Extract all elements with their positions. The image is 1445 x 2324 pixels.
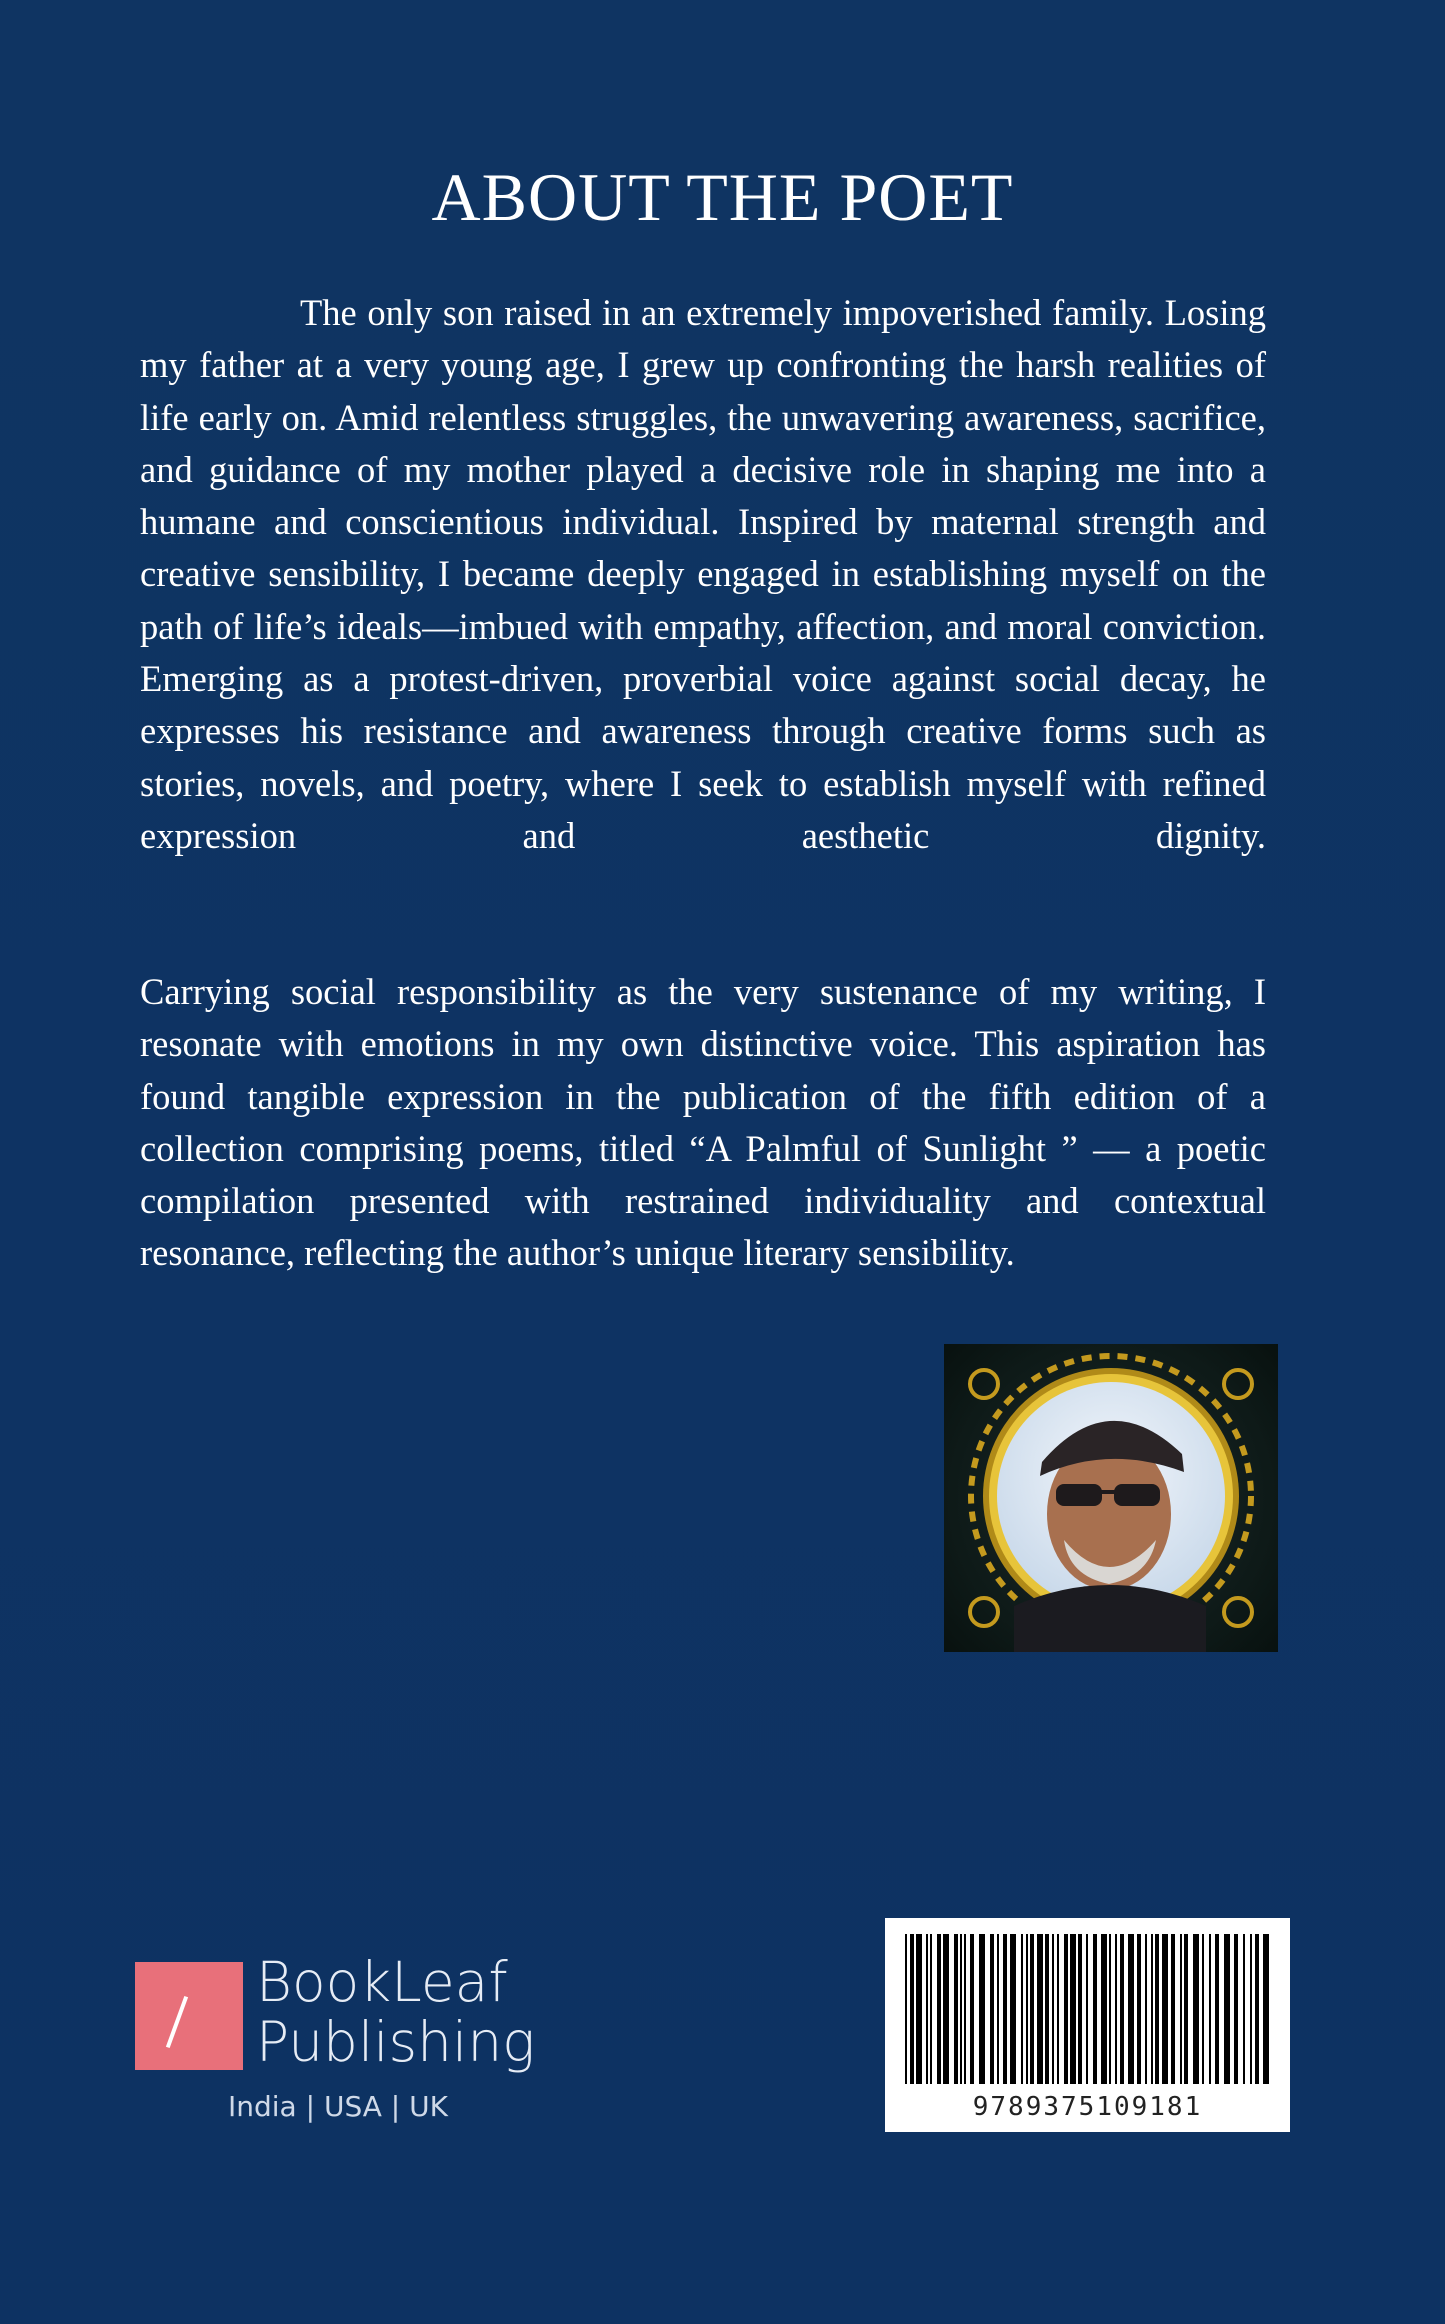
barcode-bar — [1184, 1934, 1188, 2084]
publisher-name — [256, 1952, 535, 2072]
barcode-bar — [943, 1934, 949, 2084]
barcode-bar — [1115, 1934, 1117, 2084]
barcode-bar — [1255, 1934, 1259, 2084]
barcode-bar — [1243, 1934, 1245, 2084]
isbn-barcode — [885, 1918, 1290, 2132]
barcode-bar — [1109, 1934, 1111, 2084]
barcode-bar — [1128, 1934, 1134, 2084]
barcode-bar — [1045, 1934, 1049, 2084]
barcode-bar — [1234, 1934, 1238, 2084]
barcode-bar — [960, 1934, 962, 2084]
barcode-bar — [1215, 1934, 1219, 2084]
isbn-number: 9789375109181 — [972, 2092, 1203, 2122]
barcode-bar — [1010, 1934, 1016, 2084]
barcode-bar — [964, 1934, 966, 2084]
barcode-bar — [1151, 1934, 1153, 2084]
barcode-bar — [997, 1934, 999, 2084]
barcode-bar — [1209, 1934, 1211, 2084]
poet-bio-paragraph-2: Carrying social responsibility as the very sustenance of my writing, I resonate with emotions in my own distinctive voice. This aspiration has found tangible expression in the publication of the fifth edition of a collection comprising poems, titled “A Palmful of Sunlight ” — a poetic compilation presented with restrained individuality and contextual resonance, reflecting the author’s unique literary sensibility. — [140, 971, 1266, 1274]
barcode-bar — [1250, 1934, 1252, 2084]
barcode-bar — [1137, 1934, 1141, 2084]
barcode-bar — [1120, 1934, 1124, 2084]
publisher-name-line2: Publishing — [256, 2010, 536, 2074]
barcode-bar — [1145, 1934, 1147, 2084]
barcode-bar — [916, 1934, 922, 2084]
barcode-bar — [1037, 1934, 1043, 2084]
barcode-bar — [1086, 1934, 1088, 2084]
publisher-regions: India | USA | UK — [228, 2090, 448, 2123]
barcode-bar — [1070, 1934, 1076, 2084]
barcode-bar — [1171, 1934, 1175, 2084]
barcode-bar — [1052, 1934, 1054, 2084]
barcode-bar — [905, 1934, 907, 2084]
barcode-bar — [1202, 1934, 1204, 2084]
barcode-bar — [1193, 1934, 1199, 2084]
barcode-bar — [1030, 1934, 1034, 2084]
barcode-bar — [1064, 1934, 1068, 2084]
barcode-bar — [1162, 1934, 1168, 2084]
barcode-bar — [910, 1934, 914, 2084]
barcode-bar — [1021, 1934, 1023, 2084]
barcode-bar — [1093, 1934, 1097, 2084]
barcode-bar — [1057, 1934, 1059, 2084]
barcode-bar — [937, 1934, 941, 2084]
publisher-name-line1: BookLeaf — [256, 1950, 508, 2014]
barcode-bar — [954, 1934, 958, 2084]
barcode-bar — [1155, 1934, 1159, 2084]
barcode-bar — [1003, 1934, 1007, 2084]
barcode-bar — [990, 1934, 994, 2084]
barcode-bar — [979, 1934, 985, 2084]
barcode-bar — [930, 1934, 932, 2084]
barcode-bar — [926, 1934, 928, 2084]
barcode-bar — [1180, 1934, 1182, 2084]
barcode-bar — [970, 1934, 974, 2084]
barcode-bar — [1101, 1934, 1107, 2084]
publisher-logo-icon — [135, 1962, 243, 2070]
barcode-bar — [1026, 1934, 1028, 2084]
poet-bio-paragraph-1: The only son raised in an extremely impoverished family. Losing my father at a very young age, I grew up confronting the harsh realities of life early on. Amid relentless struggles, the unwavering awareness, sacrifice, and guidance of my mother played a decisive role in shaping me into a humane and conscientious individual. Inspired by maternal strength and creative sensibility, I became deeply engaged in establishing myself on the path of life’s ideals—imbued with empathy, affection, and moral conviction. Emerging as a protest-driven, proverbial voice against social decay, he expresses his resistance and awareness through creative forms such as stories, novels, and poetry, where I seek to establish myself with refined expression and aesthetic dignity. — [140, 292, 1266, 856]
author-photo — [944, 1344, 1278, 1652]
barcode-bar — [1224, 1934, 1230, 2084]
barcode-bar — [1263, 1934, 1269, 2084]
page-title: ABOUT THE POET — [431, 159, 1014, 235]
barcode-bar — [1078, 1934, 1082, 2084]
